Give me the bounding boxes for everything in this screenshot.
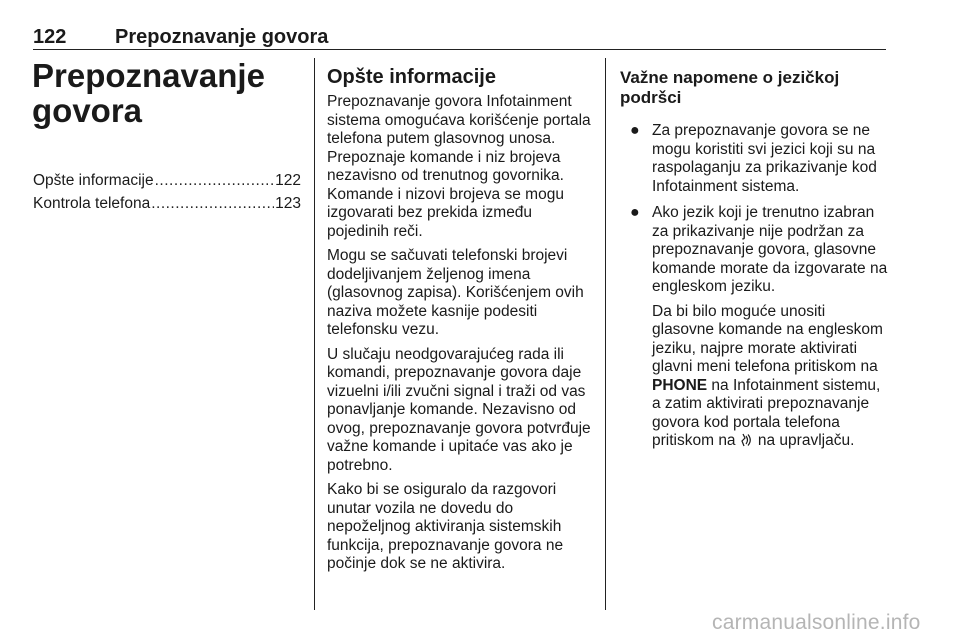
bullet-text: Ako jezik koji je trenutno izabran za prikazivanje nije podržan za prepoznavanje govora, glasovne komande morate da izgovarate na engleskom jeziku. <box>652 204 888 295</box>
toc-leader-dots <box>151 194 274 214</box>
toc-entry-page: 123 <box>275 195 301 212</box>
toc-entry-page: 122 <box>275 172 301 189</box>
chapter-title-line2: govora <box>32 92 143 129</box>
voice-command-icon <box>740 433 752 447</box>
instruction-text-start: Da bi bilo moguće unositi glasovne komande na engleskom jeziku, najpre morate aktivirati glavni meni telefona pritiskom na <box>652 302 883 375</box>
chapter-title-line1: Prepoznavanje <box>32 57 265 94</box>
general-info-section <box>327 66 595 580</box>
bullet-icon: ● <box>630 122 640 139</box>
chapter-column <box>33 58 301 217</box>
paragraph: Mogu se sačuvati telefonski brojevi dodeljivanjem željenog imena (glasovnog zapisa). Korišćenjem ovih naziva možete kasnije podesiti telefonsku vezu. <box>327 247 584 338</box>
bullet-item <box>620 122 890 196</box>
paragraph: Kako bi se osiguralo da razgovori unutar vozila ne dovedu do nepoželjnog aktiviranja sistemskih funkcija, prepoznavanje govora ne počinje dok se ne aktivira. <box>327 481 564 572</box>
bullet-item <box>620 204 890 451</box>
language-notes-section <box>620 68 890 459</box>
instruction-text-middle: na Infotainment sistemu, a zatim aktivirati prepoznavanje govora kod portala telefona pritiskom na <box>652 376 881 449</box>
paragraph: Prepoznavanje govora Infotainment sistema omogućava korišćenje portala telefona putem glasovnog unosa. Prepoznaje komande i niz brojeva nezavisno od trenutnog govornika. Komande i nizovi brojeva se mogu izgovarati bez prekida između pojedinih reči. <box>327 93 591 240</box>
toc-entry-label: Opšte informacije <box>33 172 154 189</box>
page-header <box>33 26 886 50</box>
toc-leader-dots <box>155 171 275 191</box>
bullet-icon: ● <box>630 204 640 221</box>
column-divider <box>314 58 315 610</box>
toc-entry[interactable] <box>33 194 301 214</box>
subsection-title: Važne napomene o jezičkoj podršci <box>620 68 840 107</box>
instruction-text-end: na upravljaču. <box>757 432 855 449</box>
watermark: carmanualsonline.info <box>712 611 921 634</box>
header-divider <box>33 49 886 50</box>
bullet-text: Za prepoznavanje govora se ne mogu koristiti svi jezici koji su na raspolaganju za prikazivanje kod Infotainment sistema. <box>652 122 877 195</box>
toc-entry[interactable] <box>33 171 301 191</box>
phone-button-label: PHONE <box>652 376 708 394</box>
section-title: Opšte informacije <box>327 66 496 88</box>
header-title: Prepoznavanje govora <box>115 26 329 48</box>
column-divider <box>605 58 606 610</box>
toc-entry-label: Kontrola telefona <box>33 195 151 212</box>
table-of-contents <box>33 171 301 214</box>
chapter-title <box>32 58 301 128</box>
instruction-paragraph <box>652 303 890 451</box>
page-number: 122 <box>33 26 67 48</box>
paragraph: U slučaju neodgovarajućeg rada ili komandi, prepoznavanje govora daje vizuelni i/ili zvučni signal i traži od vas ponavljanje komande. Nezavisno od ovog, prepoznavanje govora potvrđuje važne komande i upitaće vas ako je potrebno. <box>327 345 591 474</box>
